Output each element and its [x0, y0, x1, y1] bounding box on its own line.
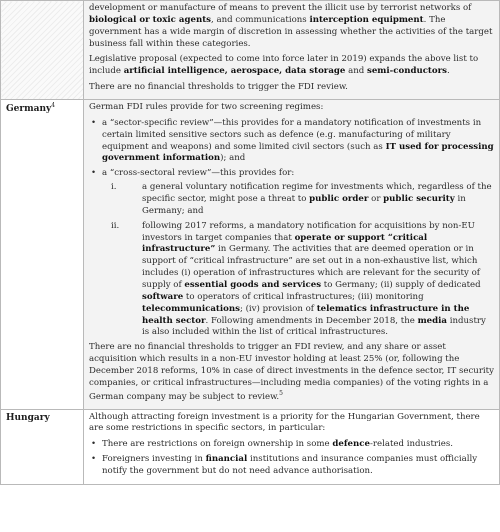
text-run: development or manufacture of means to prevent the illicit use by terrorist networks of [89, 3, 472, 13]
text-run: to Germany; (ii) supply of dedicated [321, 280, 481, 291]
text-run: There are no financial thresholds to trigger the FDI review. [89, 82, 348, 93]
text-run: . The government has a wide margin of discretion in assessing whether the activities of the target business fall within these categories. [89, 14, 493, 49]
text-run: institutions and insurance companies must officially notify the government but do not need advance authorisation. [102, 454, 478, 476]
list-item [89, 439, 494, 451]
intro-paragraph: German FDI rules provide for two screening regimes: [89, 102, 324, 113]
threshold-paragraph [89, 342, 494, 403]
text-run: Legislative proposal (expected to come into force later in 2019) expands the above list to include [89, 54, 479, 77]
paragraph [89, 82, 494, 94]
text-run: -related industries. [369, 439, 453, 450]
emphasized-term: public order [309, 194, 369, 205]
text-run: in Germany; and [142, 194, 466, 216]
intro-paragraph: Although attracting foreign investment is a priority for the Hungarian Government, there are some restrictions in specific sectors, in particular: [89, 411, 480, 434]
emphasized-term: essential goods and services [184, 280, 322, 291]
text-run: . [447, 66, 450, 77]
text-run: Foreigners investing in [102, 454, 206, 465]
emphasized-term: defence [332, 439, 370, 450]
text-run: industry is also included within the list of critical infrastructures. [142, 315, 486, 338]
country-cell [1, 409, 84, 484]
country-name: Hungary [6, 412, 50, 423]
emphasized-term: biological or toxic agents [89, 14, 211, 25]
roman-numeral: i. [111, 182, 117, 193]
paragraph [89, 54, 494, 78]
sub-list [102, 182, 494, 339]
footnote-marker[interactable]: 5 [279, 389, 283, 397]
text-run: ; (iv) provision of [239, 303, 317, 314]
text-run: in Germany. The activities that are deemed operation or in support of “critical infrastructure” are set out in a non-exhaustive list, which includes (i) operation of infrastructures which are relevant for the security of supply of [142, 244, 480, 291]
restriction-list [89, 439, 494, 478]
emphasized-term: public security [383, 194, 455, 205]
text-run: There are restrictions on foreign ownership in some [102, 439, 333, 450]
text-run: . Following amendments in December 2018, the [205, 315, 418, 326]
text-run: following 2017 reforms, a mandatory notification for acquisitions by non-EU investors in target companies that [142, 220, 475, 243]
emphasized-term: telecommunications [142, 303, 240, 314]
text-run: to operators of critical infrastructures; (iii) monitoring [183, 291, 424, 302]
text-run: and [345, 66, 367, 77]
country-cell [1, 1, 84, 100]
country-name: Germany [6, 104, 52, 115]
text-run: or [368, 194, 384, 205]
text-run: a “sector-specific review”—this provides for a mandatory notification of investments in certain limited sensitive sectors such as defence (e.g. manufacturing of military equipment and weapons) and some limited civil sectors (such as [102, 117, 482, 152]
roman-numeral: ii. [111, 220, 120, 231]
paragraph [89, 3, 494, 50]
text-run: a “cross-sectoral review”—this provides for: [102, 168, 295, 179]
table-row [1, 100, 500, 409]
text-run: There are no financial thresholds to trigger an FDI review, and any share or asset acquisition which results in a non-EU investor holding at least 25% (or, following the December 2018 reforms, 10% in case of direct investments in the defence sector, IT security companies, or critical infrastructures—including media companies) of the voting rights in a German company may be subject to review. [89, 342, 494, 402]
emphasized-term: operate or support “critical infrastructure” [142, 232, 428, 255]
regime-list [89, 118, 494, 339]
details-cell [84, 409, 500, 484]
text-run: ); and [220, 153, 246, 164]
list-item [89, 118, 494, 165]
list-item [89, 168, 494, 339]
emphasized-term: financial [205, 454, 248, 465]
text-run: , and communications [211, 14, 310, 25]
emphasized-term: software [142, 291, 184, 302]
details-cell [84, 100, 500, 409]
emphasized-term: media [417, 315, 447, 326]
emphasized-term: IT used for processing government information [102, 141, 494, 164]
country-cell [1, 100, 84, 409]
list-item [89, 454, 494, 478]
emphasized-term: telematics infrastructure in the health sector [142, 303, 470, 326]
details-cell [84, 1, 500, 100]
table-row [1, 409, 500, 484]
sub-list-item [102, 221, 494, 340]
text-run: a general voluntary notification regime for investments which, regardless of the specific sector, might pose a threat to [142, 182, 492, 205]
emphasized-term: artificial intelligence, aerospace, data storage [123, 66, 346, 77]
sub-list-item [102, 182, 494, 218]
emphasized-term: interception equipment [309, 14, 424, 25]
table-row [1, 1, 500, 100]
footnote-marker[interactable]: 4 [51, 102, 56, 110]
emphasized-term: semi-conductors [367, 66, 447, 77]
